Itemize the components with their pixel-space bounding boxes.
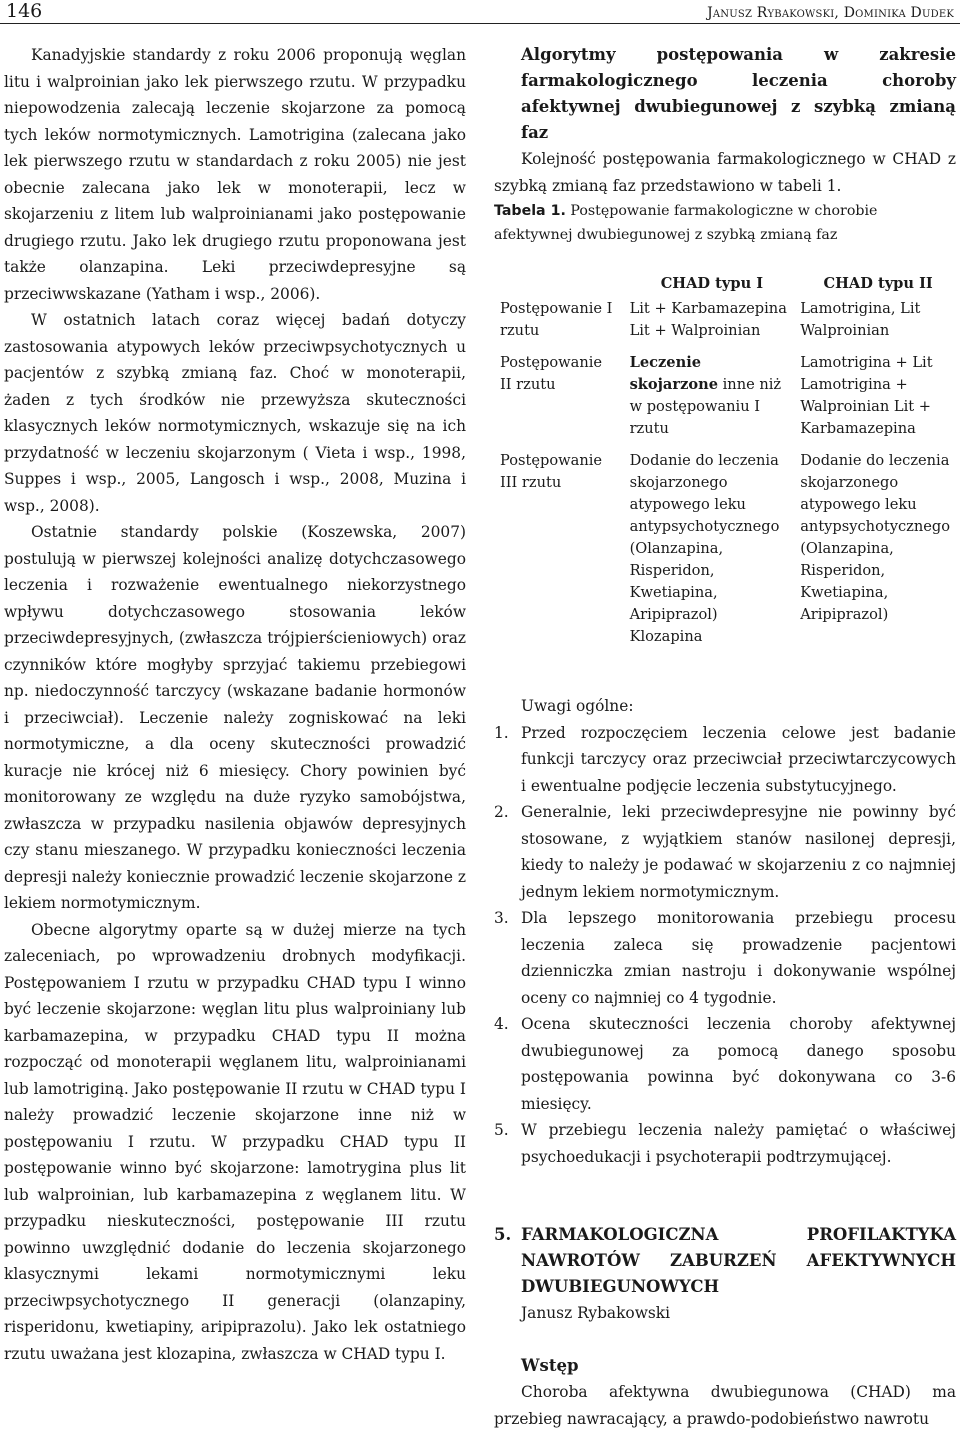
list-item: [494, 720, 956, 800]
list-text: Generalnie, leki przeciwdepresyjne nie powinny być stosowane, z wyjątkiem stanów nasilonej depresji, kiedy to należy je podawać w skojarzeniu z co najmniej jednym lekiem normotymicznym.: [521, 803, 956, 901]
list-text: W przebiegu leczenia należy pamiętać o właściwej psychoedukacji i psychoterapii podtrzymującej.: [521, 1121, 956, 1166]
list-number: 5.: [494, 1121, 509, 1139]
remarks-title: Uwagi ogólne:: [521, 697, 634, 715]
paragraph: Obecne algorytmy oparte są w dużej mierze na tych zaleceniach, po wprowadzeniu drobnych modyfikacji. Postępowaniem I rzutu w przypadku CHAD typu I winno być leczenie skojarzone: węglan litu plus walproiniany lub karbamazepina, w przypadku CHAD typu II można rozpocząć od monoterapii węglanem litu, walproinianami lub lamotriginą. Jako postępowanie II rzutu w CHAD typu I należy prowadzić leczenie skojarzone inne niż w postępowaniu I rzutu. W przypadku CHAD typu II postępowanie winno być skojarzone: lamotrygina plus lit lub walproinian, lub karbamazepina z węglanem litu. W przypadku nieskuteczności, postępowanie III rzutu powinno uwzględnić dodanie do leczenia skojarzonego klasycznymi lekami normotymicznymi leku przeciwpsychotycznego II generacji (olanzapiny, risperidonu, kwetiapiny, aripiprazolu). Jako lek ostatniego rzutu uważana jest klozapina, zwłaszcza w CHAD typu I.: [4, 920, 466, 1363]
table-header-cell: CHAD typu II: [823, 275, 933, 292]
list-number: 2.: [494, 803, 509, 821]
list-item: [494, 1117, 956, 1170]
section-title: FARMAKOLOGICZNA PROFILAKTYKA NAWROTÓW ZABURZEŃ AFEKTYWNYCH DWUBIEGUNOWYCH: [521, 1225, 956, 1296]
chad2-cell: Lamotrigina + Lit Lamotrigina + Walproinian Lit + Karbamazepina: [800, 354, 933, 437]
chad1-cell: [624, 349, 795, 447]
chad1-cell: [624, 447, 795, 655]
list-item: [494, 1011, 956, 1117]
section-number: 5.: [494, 1225, 512, 1244]
chad1-text: inne niż w postępowaniu I rzutu: [629, 376, 782, 437]
chad1-cell: [624, 295, 795, 349]
chad2-cell: Lamotrigina, Lit Walproinian: [800, 300, 921, 339]
table-caption-label: Tabela 1.: [494, 203, 566, 219]
running-head: Janusz Rybakowski, Dominika Dudek: [707, 5, 954, 21]
table-header-cell: CHAD typu I: [660, 275, 764, 292]
list-number: 4.: [494, 1015, 509, 1033]
row-label: Postępowanie III rzutu: [500, 452, 603, 491]
list-number: 1.: [494, 723, 509, 742]
remarks-list: [494, 720, 956, 1171]
intro-paragraph: Kolejność postępowania farmakologicznego w CHAD z szybką zmianą faz przedstawiono w tabeli 1.: [494, 150, 956, 195]
table-header-row: [494, 273, 956, 295]
list-text: Dla lepszego monitorowania przebiegu procesu leczenia zaleca się prowadzenie pacjentowi dzienniczka zmian nastroju i dokonywanie wspólnej oceny co najmniej co 4 tygodnie.: [521, 909, 956, 1007]
paragraph: Choroba afektywna dwubiegunowa (CHAD) ma przebieg nawracający, a prawdo-podobieństwo nawrotu: [494, 1383, 956, 1428]
chad2-cell: Dodanie do leczenia skojarzonego atypowego leku antypsychotycznego (Olanzapina, Risperidon, Kwetiapina, Aripiprazol): [800, 452, 950, 623]
left-column: [4, 42, 466, 1367]
list-text: Przed rozpoczęciem leczenia celowe jest badanie funkcji tarczycy oraz przeciwciał przeciwtarczycowych i ewentualne podjęcie leczenia substytucyjnego.: [521, 723, 956, 795]
paragraph: Ostatnie standardy polskie (Koszewska, 2007) postulują w pierwszej kolejności analizę dotychczasowego leczenia i rozważenie ewentualnego niekorzystnego wpływu dotychczasowego stosowania leków przeciwdepresyjnych, (zwłaszcza trójpierścieniowych) oraz czynników które mogłyby sprzyjać takiemu przebiegowi np. niedoczynność tarczycy (wskazane badanie hormonów i przeciwciał). Leczenie należy zogniskować na leki normotymiczne, a dla oceny skuteczności prowadzić kuracje nie krócej niż 6 miesięcy. Chory powinien być monitorowany ze względu na duże ryzyko samobójstwa, zwłaszcza w przypadku nasilenia objawów depresyjnych czy stanu mieszanego. W przypadku konieczności leczenia depresji należy koniecznie prowadzić leczenie skojarzone z lekiem normotymicznym.: [4, 523, 466, 912]
table-row: [494, 349, 956, 447]
section-5-heading: [494, 1222, 956, 1300]
list-number: 3.: [494, 909, 509, 927]
chad1-bold: Leczenie skojarzone: [629, 354, 718, 393]
chad1-text: Lit + Karbamazepina Lit + Walproinian: [629, 300, 787, 339]
row-label: Postępowanie II rzutu: [500, 354, 603, 393]
right-column: [494, 42, 956, 1432]
paragraph: Kanadyjskie standardy z roku 2006 proponują węglan litu i walproinian jako lek pierwszego rzutu. W przypadku niepowodzenia zalecają leczenie skojarzone za pomocą tych leków normotymicznych. Lamotrigina (zalecana jako lek pierwszego rzutu w standardach z roku 2005) nie jest obecnie zalecana jako lek w monoterapii, lecz w skojarzeniu z litem lub walproinianami jako postępowanie drugiego rzutu. Jako lek drugiego rzutu proponowana jest także olanzapina. Leki przeciwdepresyjne są przeciwwskazane (Yatham i wsp., 2006).: [4, 46, 466, 303]
page-number: 146: [6, 0, 43, 22]
subheading: Wstęp: [521, 1355, 579, 1375]
table-row: [494, 447, 956, 655]
list-text: Ocena skuteczności leczenia choroby afektywnej dwubiegunowej za pomocą danego sposobu postępowania powinna być dokonywana co 3-6 miesięcy.: [521, 1015, 956, 1113]
list-item: [494, 905, 956, 1011]
table-caption: [494, 199, 956, 247]
section-heading: Algorytmy postępowania w zakresie farmakologicznego leczenia choroby afektywnej dwubiegunowej z szybką zmianą faz: [521, 45, 956, 142]
algorithm-table: [494, 273, 956, 655]
list-item: [494, 799, 956, 905]
row-label: Postępowanie I rzutu: [500, 300, 613, 339]
table-caption-text: Postępowanie farmakologiczne w chorobie afektywnej dwubiegunowej z szybką zmianą faz: [494, 203, 878, 243]
paragraph: W ostatnich latach coraz więcej badań dotyczy zastosowania atypowych leków przeciwpsychotycznych u pacjentów z szybką zmianą faz. Choć w monoterapii, żaden z tych środków nie przewyższa skuteczności klasycznych leków normotymicznych, wskazuje się na ich przydatność w leczeniu skojarzonym ( Vieta i wsp., 1998, Suppes i wsp., 2005, Langosch i wsp., 2008, Muzina i wsp., 2008).: [4, 311, 466, 515]
table-row: [494, 295, 956, 349]
header-rule: [0, 23, 960, 24]
section-author: Janusz Rybakowski: [521, 1304, 671, 1322]
table-header-cell: [494, 273, 624, 295]
chad1-text: Dodanie do leczenia skojarzonego atypowego leku antypsychotycznego (Olanzapina, Risperidon, Kwetiapina, Aripiprazol) Klozapina: [629, 452, 780, 645]
